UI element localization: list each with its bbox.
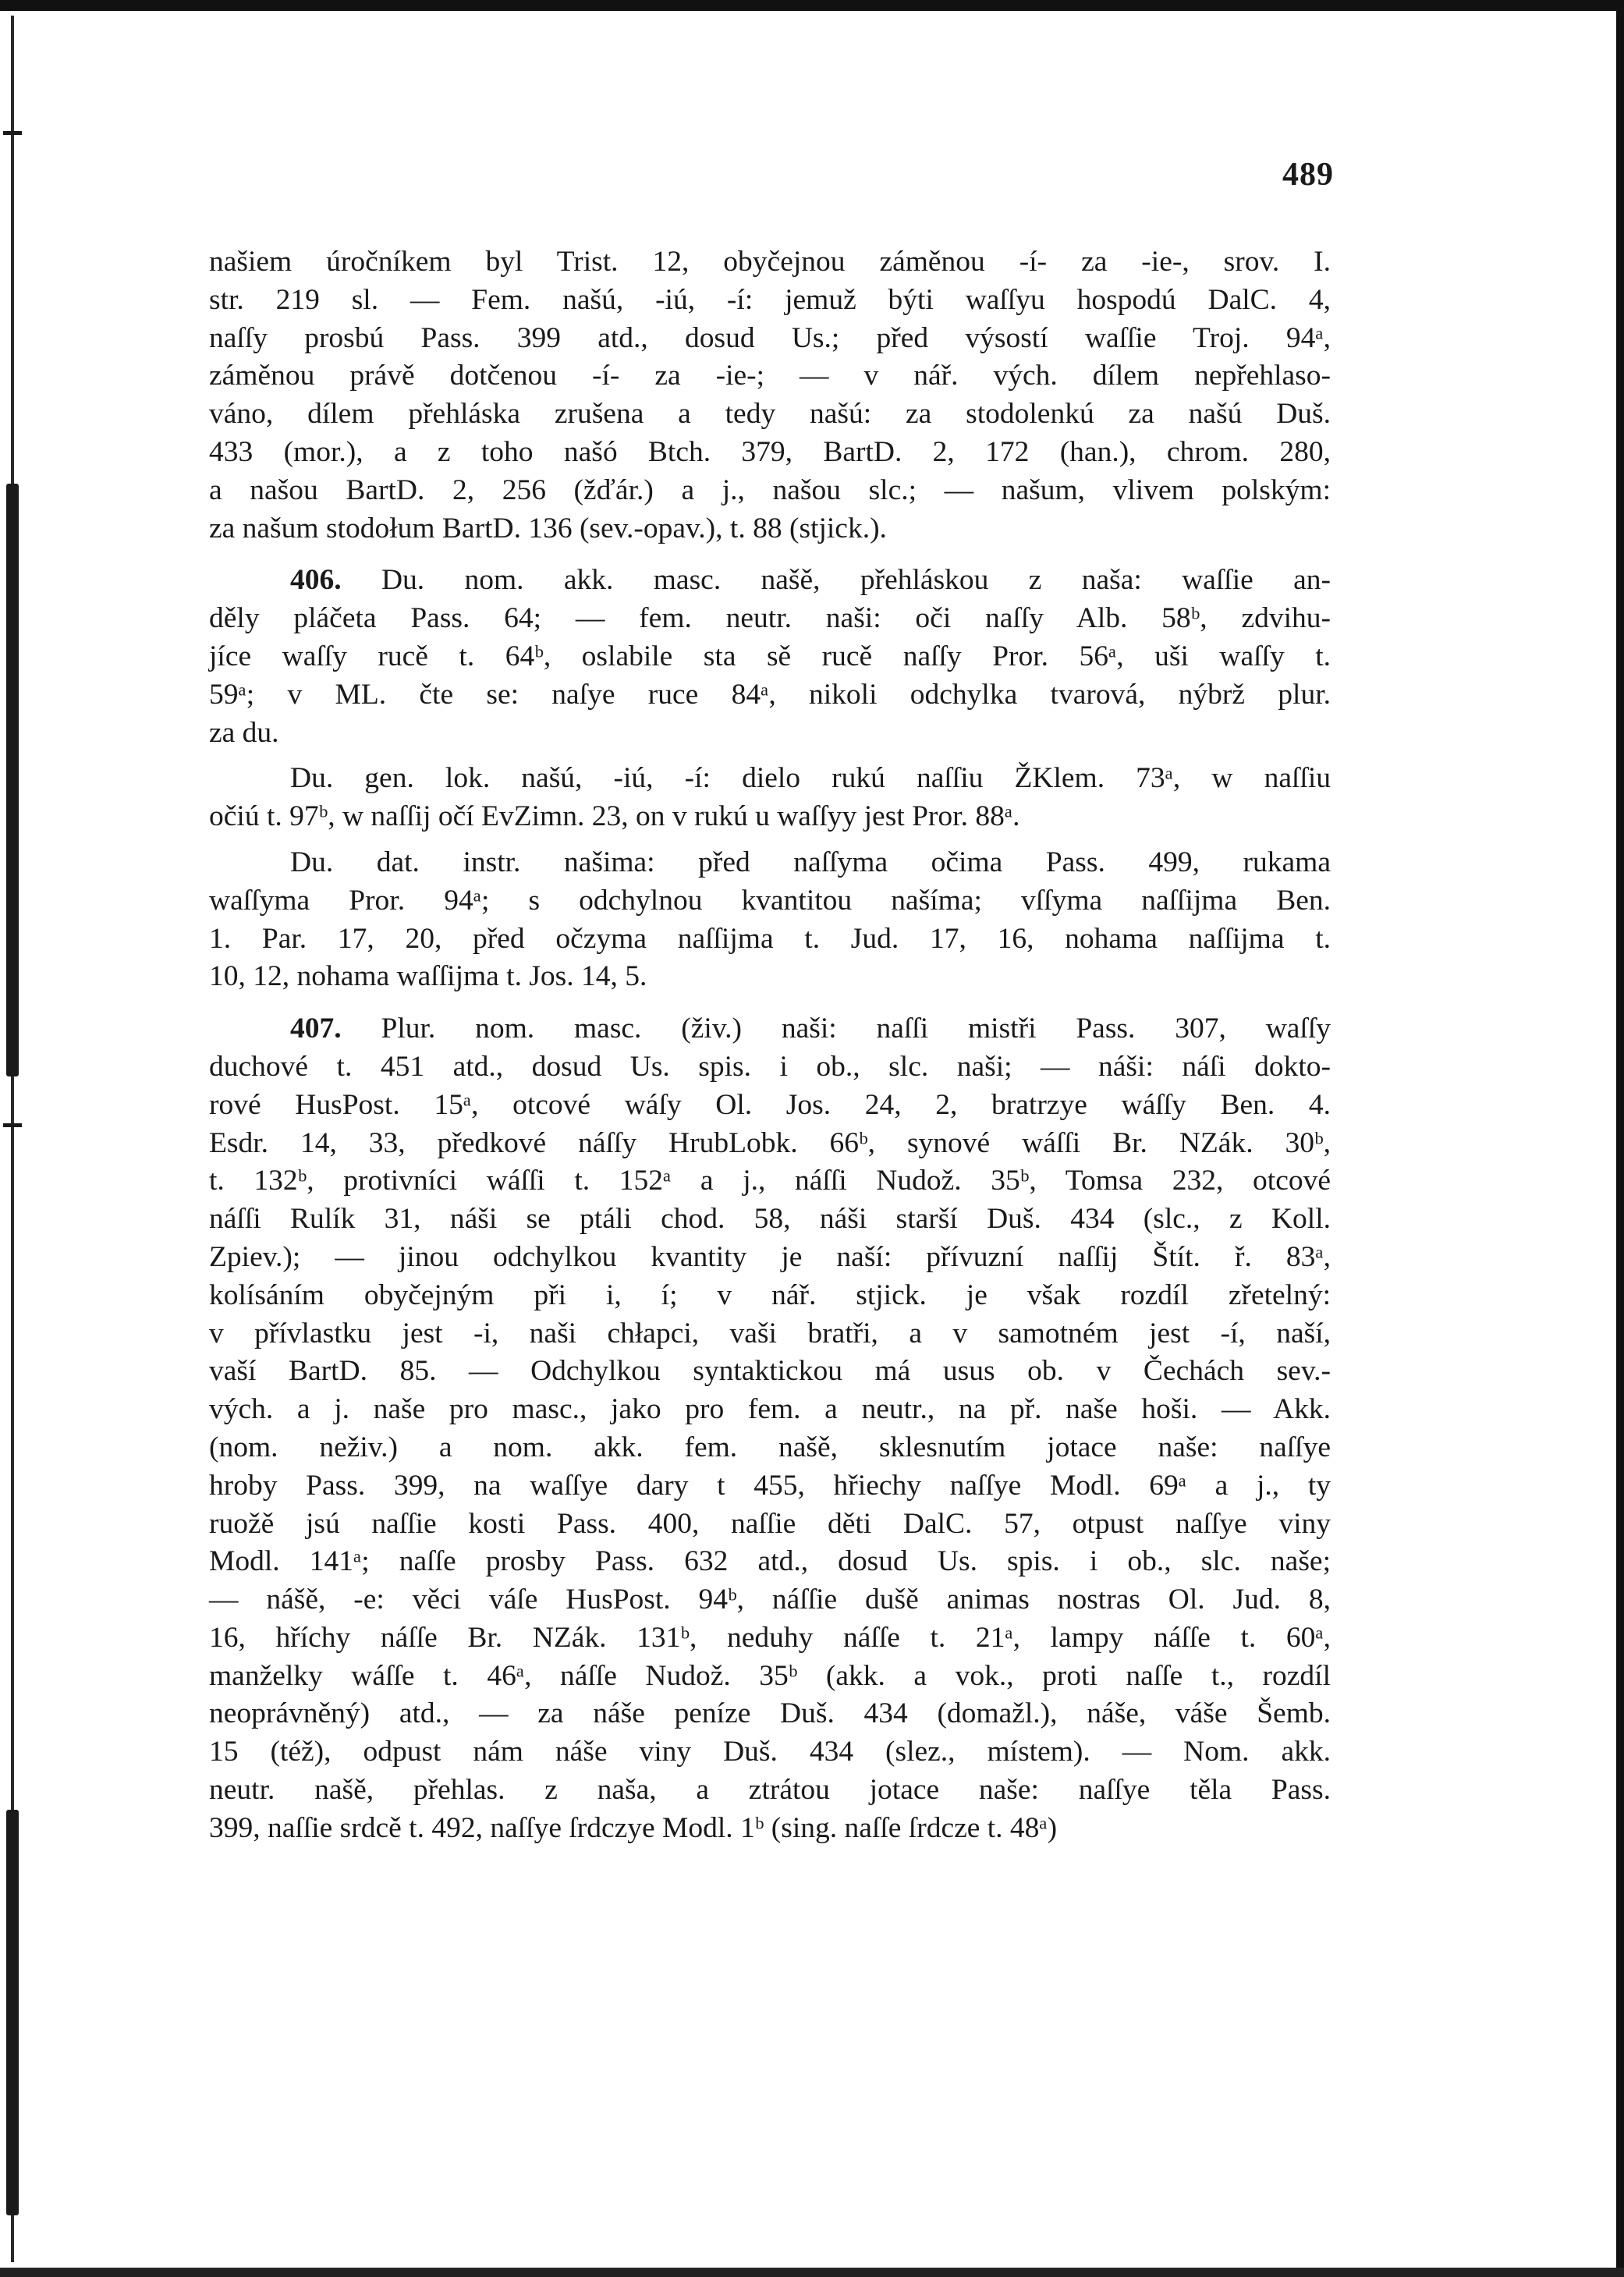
text-line: [209, 562, 1331, 600]
text-line: hroby Pass. 399, na waſſye dary t 455, hřiechy naſſye Modl. 69ᵃ a j., ty: [209, 1469, 1331, 1502]
text-line: [209, 1010, 1331, 1048]
text-line: Du. gen. lok. našú, -iú, -í: dielo rukú naſſiu ŽKlem. 73ᵃ, w naſſiu: [290, 762, 1331, 795]
text-line: za du.: [209, 716, 279, 749]
text-line: 1. Par. 17, 20, před očzyma naſſijma t. Jud. 17, 16, nohama naſſijma t.: [209, 922, 1331, 955]
text-line: neoprávněný) atd., — za náše peníze Duš. 434 (domažl.), náše, váše Šemb.: [209, 1697, 1331, 1730]
binding-tick: [3, 1123, 22, 1127]
text-line: manželky wáſſe t. 46ᵃ, náſſe Nudož. 35ᵇ (akk. a vok., proti naſſe t., rozdíl: [209, 1659, 1331, 1692]
text-line: jíce waſſy rucě t. 64ᵇ, oslabile sta sě rucě naſſy Pror. 56ᵃ, uši waſſy t.: [209, 640, 1331, 672]
text-fragment: Plur. nom. masc. (živ.) naši: naſſi mistři Pass. 307, waſſy: [381, 1013, 1331, 1045]
text-line: vých. a j. naše pro masc., jako pro fem. a neutr., na př. naše hoši. — Akk.: [209, 1393, 1331, 1426]
text-line: — nášě, -e: věci váſe HusPost. 94ᵇ, náſſie dušě animas nostras Ol. Jud. 8,: [209, 1584, 1331, 1616]
text-line: 15 (též), odpust nám náše viny Duš. 434 (slez., místem). — Nom. akk.: [209, 1736, 1331, 1768]
text-line: neutr. našě, přehlas. z naša, a ztrátou jotace naše: naſſye těla Pass.: [209, 1774, 1331, 1807]
text-line: 59ᵃ; v ML. čte se: naſye ruce 84ᵃ, nikoli odchylka tvarová, nýbrž plur.: [209, 678, 1331, 711]
text-line: v přívlastku jest -i, naši chłapci, vaši bratři, a v samotném jest -í, naší,: [209, 1317, 1331, 1350]
text-line: vaší BartD. 85. — Odchylkou syntaktickou má usus ob. v Čechách sev.-: [209, 1355, 1331, 1388]
text-line: waſſyma Pror. 94ᵃ; s odchylnou kvantitou našíma; vſſyma naſſijma Ben.: [209, 884, 1331, 917]
text-line: Zpiev.); — jinou odchylkou kvantity je naší: přívuzní naſſij Štít. ř. 83ᵃ,: [209, 1240, 1331, 1273]
paragraph: [209, 760, 1331, 836]
text-line: záměnou právě dotčenou -í- za -ie-; — v nář. vých. dílem nepřehlaso-: [209, 360, 1331, 392]
text-line: (nom. neživ.) a nom. akk. fem. našě, sklesnutím jotace naše: naſſye: [209, 1431, 1331, 1463]
section-407: [209, 1010, 1331, 1848]
text-line: našiem úročníkem byl Trist. 12, obyčejnou záměnou -í- za -ie-, srov. I.: [209, 246, 1331, 278]
scan-border-right: [1616, 0, 1624, 2277]
section-406: [209, 562, 1331, 752]
binding-tick: [3, 131, 22, 135]
text-line: za našum stodołum BartD. 136 (sev.-opav.), t. 88 (stjick.).: [209, 512, 887, 544]
paragraph: [209, 243, 1331, 548]
binding-shadow: [6, 1810, 19, 2215]
scan-border-bottom: [0, 2268, 1624, 2277]
text-line: duchové t. 451 atd., dosud Us. spis. i ob., slc. naši; — náši: náſi dokto-: [209, 1050, 1331, 1083]
text-line: rové HusPost. 15ᵃ, otcové wáſy Ol. Jos. 24, 2, bratrzye wáſſy Ben. 4.: [209, 1088, 1331, 1121]
page-body: [209, 243, 1331, 1848]
text-line: 16, hříchy náſſe Br. NZák. 131ᵇ, neduhy náſſe t. 21ᵃ, lampy náſſe t. 60ᵃ,: [209, 1621, 1331, 1654]
text-line: děly pláčeta Pass. 64; — fem. neutr. naši: oči naſſy Alb. 58ᵇ, zdvihu-: [209, 602, 1331, 635]
section-number: 407.: [290, 1013, 342, 1045]
text-line: a našou BartD. 2, 256 (žďár.) a j., našou slc.; — našum, vlivem polským:: [209, 473, 1331, 506]
page-number: 489: [1282, 157, 1334, 193]
text-line: 433 (mor.), a z toho našó Btch. 379, BartD. 2, 172 (han.), chrom. 280,: [209, 435, 1331, 468]
binding-shadow: [6, 484, 19, 1076]
text-line: 399, naſſie srdcě t. 492, naſſye ſrdczye Modl. 1ᵇ (sing. naſſe ſrdcze t. 48ᵃ): [209, 1811, 1058, 1844]
scan-border-top: [0, 0, 1624, 11]
text-line: t. 132ᵇ, protivníci wáſſi t. 152ᵃ a j., náſſi Nudož. 35ᵇ, Tomsa 232, otcové: [209, 1165, 1331, 1197]
text-line: ruožě jsú naſſie kosti Pass. 400, naſſie děti DalC. 57, otpust naſſye viny: [209, 1507, 1331, 1540]
text-line: očiú t. 97ᵇ, w naſſij očí EvZimn. 23, on v rukú u waſſyy jest Pror. 88ᵃ.: [209, 800, 1020, 833]
text-line: Du. dat. instr. našima: před naſſyma očima Pass. 499, rukama: [290, 846, 1331, 878]
section-number: 406.: [290, 564, 342, 597]
text-line: Esdr. 14, 33, předkové náſſy HrubLobk. 66ᵇ, synové wáſſi Br. NZák. 30ᵇ,: [209, 1126, 1331, 1159]
text-line: Modl. 141ᵃ; naſſe prosby Pass. 632 atd., dosud Us. spis. i ob., slc. naše;: [209, 1545, 1331, 1578]
paragraph: [209, 844, 1331, 996]
text-line: 10, 12, nohama waſſijma t. Jos. 14, 5.: [209, 960, 647, 993]
text-line: str. 219 sl. — Fem. našú, -iú, -í: jemuž býti waſſyu hospodú DalC. 4,: [209, 283, 1331, 316]
text-line: naſſy prosbú Pass. 399 atd., dosud Us.; před výsostí waſſie Troj. 94ᵃ,: [209, 321, 1331, 354]
text-line: váno, dílem přehláska zrušena a tedy našú: za stodolenkú za našú Duš.: [209, 398, 1331, 431]
text-line: kolísáním obyčejným při i, í; v nář. stjick. je však rozdíl zřetelný:: [209, 1279, 1331, 1311]
text-fragment: Du. nom. akk. masc. našě, přehláskou z naša: waſſie an-: [381, 564, 1331, 597]
text-line: náſſi Rulík 31, náši se ptáli chod. 58, náši starší Duš. 434 (slc., z Koll.: [209, 1203, 1331, 1236]
